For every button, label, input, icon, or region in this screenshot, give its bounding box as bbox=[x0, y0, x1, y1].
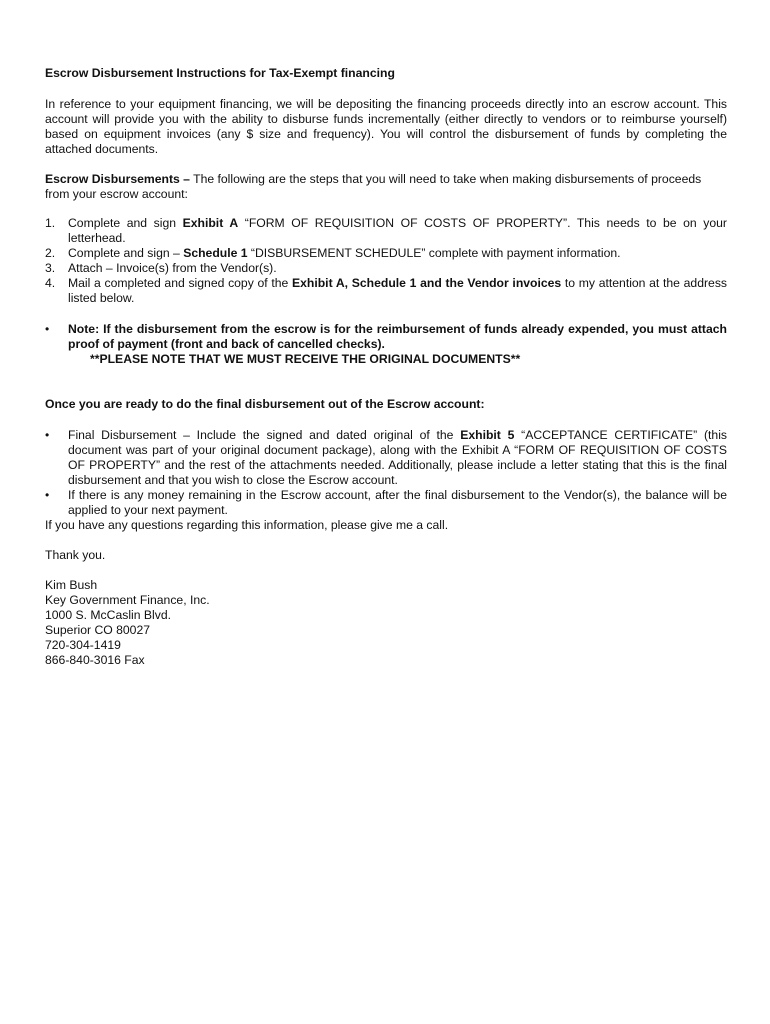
step-item bbox=[45, 261, 727, 276]
step-item bbox=[45, 246, 727, 261]
bullet-icon: • bbox=[45, 428, 50, 442]
step-text: Attach – Invoice(s) from the Vendor(s). bbox=[68, 261, 277, 275]
step-text: “FORM OF REQUISITION OF COSTS OF PROPERTY”. This needs to be on your letterhead. bbox=[68, 216, 727, 245]
thanks-line: Thank you. bbox=[45, 548, 106, 562]
step-item bbox=[45, 216, 727, 246]
questions-line: If you have any questions regarding this information, please give me a call. bbox=[45, 518, 449, 532]
bullet-icon: • bbox=[45, 322, 50, 336]
bullet-text: Final Disbursement – Include the signed and dated original of the bbox=[68, 428, 461, 442]
final-disbursement-list bbox=[45, 428, 727, 518]
step-text: to my attention at the address listed below. bbox=[68, 276, 728, 305]
signer-company: Key Government Finance, Inc. bbox=[45, 593, 210, 607]
signer-street: 1000 S. McCaslin Blvd. bbox=[45, 608, 171, 622]
steps-list bbox=[45, 216, 727, 306]
note-list bbox=[45, 322, 727, 352]
step-number: 4. bbox=[45, 276, 56, 290]
signer-phone: 720-304-1419 bbox=[45, 638, 121, 652]
final-disbursement-heading: Once you are ready to do the final disbursement out of the Escrow account: bbox=[45, 397, 485, 411]
step-number: 3. bbox=[45, 261, 56, 275]
signature-block bbox=[45, 578, 727, 668]
signer-fax: 866-840-3016 Fax bbox=[45, 653, 145, 667]
intro-paragraph: In reference to your equipment financing, we will be depositing the financing proceeds directly into an escrow account. This account will provide you with the ability to disburse funds incrementally (either directly to vendors or to reimburse yourself) based on equipment invoices (any $ size and frequency). You will control the disbursement of funds by completing the attached documents. bbox=[45, 97, 727, 156]
step-text: “DISBURSEMENT SCHEDULE” complete with payment information. bbox=[247, 246, 621, 260]
document-page bbox=[45, 66, 727, 668]
bullet-text: “ACCEPTANCE CERTIFICATE” (this document was part of your original document package), along with the Exhibit A “FORM OF REQUISITION OF COSTS OF PROPERTY” and the rest of the attachments needed. Additionally, please include a letter stating that this is the final disbursement and that you wish to close the Escrow account. bbox=[68, 428, 728, 487]
step-text: Mail a completed and signed copy of the bbox=[68, 276, 292, 290]
final-bullet-item bbox=[45, 428, 727, 488]
signer-name: Kim Bush bbox=[45, 578, 98, 592]
step-bold-text: Schedule 1 bbox=[183, 246, 248, 260]
original-documents-notice: **PLEASE NOTE THAT WE MUST RECEIVE THE ORIGINAL DOCUMENTS** bbox=[90, 352, 521, 366]
step-bold-text: Exhibit A bbox=[182, 216, 239, 230]
step-item bbox=[45, 276, 727, 306]
step-text: Complete and sign – bbox=[68, 246, 184, 260]
note-text: Note: If the disbursement from the escrow is for the reimbursement of funds already expended, you must attach proof of payment (front and back of cancelled checks). bbox=[68, 322, 727, 351]
disbursements-paragraph bbox=[45, 172, 727, 202]
step-number: 1. bbox=[45, 216, 56, 230]
bullet-text: If there is any money remaining in the Escrow account, after the final disbursement to the Vendor(s), the balance will be applied to your next payment. bbox=[68, 488, 727, 517]
signer-city: Superior CO 80027 bbox=[45, 623, 151, 637]
step-text: Complete and sign bbox=[68, 216, 183, 230]
disbursements-label: Escrow Disbursements – bbox=[45, 172, 190, 186]
final-bullet-item bbox=[45, 488, 727, 518]
document-title: Escrow Disbursement Instructions for Tax-Exempt financing bbox=[45, 66, 395, 80]
note-item bbox=[45, 322, 727, 352]
disbursements-text: The following are the steps that you will need to take when making disbursements of proceeds from your escrow account: bbox=[45, 172, 702, 201]
bullet-icon: • bbox=[45, 488, 50, 502]
step-bold-text: Exhibit A, Schedule 1 and the Vendor invoices bbox=[292, 276, 562, 290]
step-number: 2. bbox=[45, 246, 56, 260]
bullet-bold-text: Exhibit 5 bbox=[460, 428, 515, 442]
